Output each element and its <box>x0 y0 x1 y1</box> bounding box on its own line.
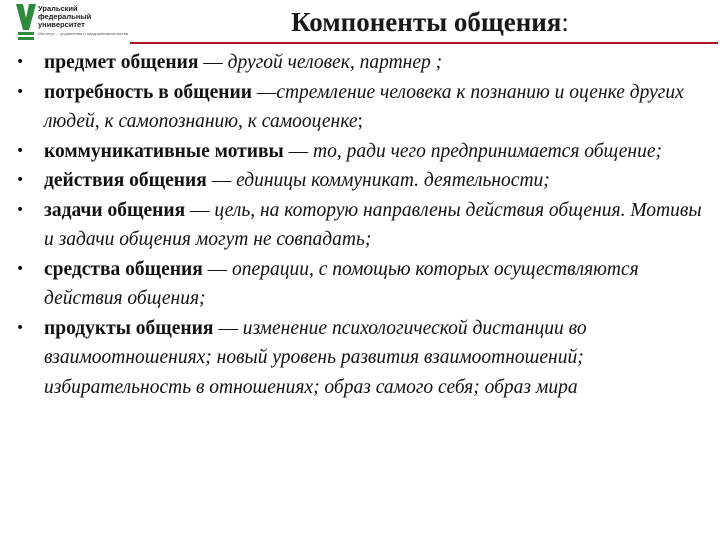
slide-title-colon: : <box>561 7 569 37</box>
slide-title-text: Компоненты общения <box>291 7 562 37</box>
item-term: действия общения <box>44 170 207 191</box>
item-term: потребность в общении <box>44 81 252 103</box>
logo-line-3: университет <box>38 20 85 29</box>
item-term: средства общения <box>44 258 203 280</box>
bullet-icon: • <box>16 260 25 277</box>
bullet-icon: • <box>16 83 25 100</box>
item-separator: — <box>283 140 314 162</box>
item-description: изменение психологической дистанции во взаимоотношениях; новый уровень развития взаимоотношений; избирательность в отношениях; образ самого себя; образ мира <box>44 317 587 398</box>
slide-title <box>140 7 720 38</box>
logo-line-2: федеральный <box>38 12 92 21</box>
list-item <box>8 166 714 196</box>
item-tail: ; <box>357 111 363 132</box>
item-separator: — <box>213 317 243 339</box>
item-description: стремление человека к познанию и оценке других людей, к самопознанию, к самооценке <box>44 81 684 132</box>
logo-text <box>38 5 91 29</box>
item-description: другой человек, партнер ; <box>227 52 443 73</box>
item-term: продукты общения <box>44 317 214 339</box>
item-term: задачи общения <box>44 199 186 221</box>
bullet-icon: • <box>16 172 25 188</box>
university-logo <box>16 4 134 44</box>
list-item <box>8 314 714 403</box>
item-separator: — <box>202 258 233 280</box>
item-description: операции, с помощью которых осуществляются действия общения; <box>44 258 639 309</box>
bullet-icon: • <box>16 201 25 218</box>
item-term: предмет общения <box>44 52 199 73</box>
logo-subtitle: Институт ... управления и предпринимательства <box>38 31 128 36</box>
item-description: единицы коммуникат. деятельности; <box>236 170 550 191</box>
item-term: коммуникативные мотивы <box>44 140 284 162</box>
list-item <box>8 137 714 167</box>
title-underline <box>130 42 718 44</box>
logo-line-1: Уральский <box>38 4 78 13</box>
bullet-icon: • <box>16 142 25 159</box>
bullet-icon: • <box>16 319 25 336</box>
item-separator: — <box>206 170 237 191</box>
components-list <box>8 48 714 402</box>
list-item <box>8 255 714 314</box>
list-item <box>8 196 714 255</box>
item-separator: — <box>198 52 228 73</box>
item-separator: — <box>185 199 215 221</box>
list-item <box>8 48 714 78</box>
item-description: цель, на которую направлены действия общения. Мотивы и задачи общения могут не совпадать; <box>44 199 702 250</box>
list-item <box>8 78 714 137</box>
ural-university-logo-icon <box>16 4 36 44</box>
bullet-icon: • <box>16 54 25 70</box>
item-description: то, ради чего предпринимается общение; <box>313 140 662 162</box>
item-separator: — <box>251 81 277 103</box>
